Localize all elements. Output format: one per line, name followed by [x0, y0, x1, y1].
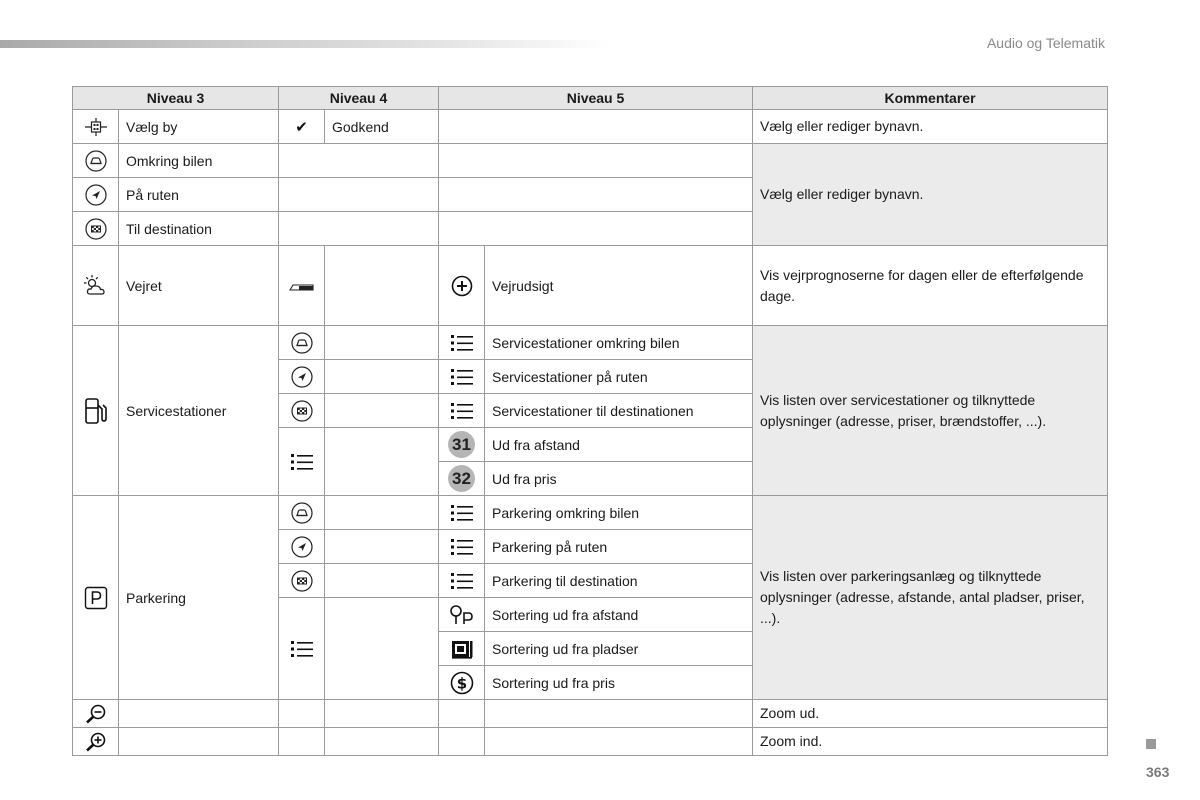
- label-vaelg-by: Vælg by: [119, 110, 279, 144]
- label-vejrudsigt: Vejrudsigt: [485, 246, 753, 326]
- comment-zoom-ud: Zoom ud.: [753, 700, 1108, 728]
- badge-32-icon: [439, 462, 485, 496]
- empty-cell: [325, 728, 439, 756]
- table-row: [73, 110, 1108, 144]
- label-service-item: Ud fra pris: [485, 462, 753, 496]
- list-icon: [439, 564, 485, 598]
- comment-vejret: Vis vejrprognoserne for dagen eller de efterfølgende dage.: [753, 246, 1108, 326]
- label-parkering: Parkering: [119, 496, 279, 700]
- svg-text:$: $: [456, 674, 467, 692]
- menu-table: [72, 86, 1108, 756]
- col-header-niveau-3: Niveau 3: [73, 87, 279, 110]
- empty-cell: [325, 496, 439, 530]
- list-icon: [439, 326, 485, 360]
- badge-32: 32: [448, 465, 475, 492]
- label-parking-item: Sortering ud fra afstand: [485, 598, 753, 632]
- label-service-item: Servicestationer til destinationen: [485, 394, 753, 428]
- label-servicestationer: Servicestationer: [119, 326, 279, 496]
- comment-vaelg-by: Vælg eller rediger bynavn.: [753, 110, 1108, 144]
- empty-cell: [119, 728, 279, 756]
- empty-cell: [485, 728, 753, 756]
- table-header-row: [73, 87, 1108, 110]
- comment-area-search: Vælg eller rediger bynavn.: [753, 144, 1108, 246]
- label-parking-item: Parkering til destination: [485, 564, 753, 598]
- label-godkend: Godkend: [325, 110, 439, 144]
- route-icon: [73, 178, 119, 212]
- empty-cell: [325, 360, 439, 394]
- label-omkring-bilen: Omkring bilen: [119, 144, 279, 178]
- table-row: [73, 700, 1108, 728]
- label-service-item: Servicestationer omkring bilen: [485, 326, 753, 360]
- badge-31: 31: [448, 431, 475, 458]
- empty-cell: [325, 700, 439, 728]
- page-marker: [1146, 739, 1156, 749]
- empty-cell: [279, 700, 325, 728]
- car-icon: [279, 496, 325, 530]
- dollar-icon: [439, 666, 485, 700]
- check-icon: ✔: [279, 110, 325, 144]
- destination-flag-icon: [73, 212, 119, 246]
- table-row: [73, 144, 1108, 178]
- header-decorative-bar: [0, 40, 610, 48]
- list-icon: [439, 360, 485, 394]
- distance-pin-icon: [439, 598, 485, 632]
- plus-icon: [439, 246, 485, 326]
- zoom-out-icon: [73, 700, 119, 728]
- label-parking-item: Sortering ud fra pris: [485, 666, 753, 700]
- empty-cell: [325, 246, 439, 326]
- empty-cell: [439, 110, 753, 144]
- parking-icon: [73, 496, 119, 700]
- col-header-niveau-5: Niveau 5: [439, 87, 753, 110]
- parking-spaces-icon: [439, 632, 485, 666]
- empty-cell: [325, 428, 439, 496]
- label-parking-item: Parkering omkring bilen: [485, 496, 753, 530]
- table-row: [73, 326, 1108, 360]
- empty-cell: [279, 178, 439, 212]
- label-service-item: Servicestationer på ruten: [485, 360, 753, 394]
- comment-parkering: Vis listen over parkeringsanlæg og tilknyttede oplysninger (adresse, afstande, antal pladser, priser, ...).: [753, 496, 1108, 700]
- empty-cell: [439, 700, 485, 728]
- badge-31-icon: [439, 428, 485, 462]
- col-header-niveau-4: Niveau 4: [279, 87, 439, 110]
- route-icon: [279, 530, 325, 564]
- list-icon: [439, 394, 485, 428]
- city-icon: [73, 110, 119, 144]
- empty-cell: [439, 212, 753, 246]
- section-title: Audio og Telematik: [986, 35, 1105, 51]
- label-paa-ruten: På ruten: [119, 178, 279, 212]
- empty-cell: [439, 728, 485, 756]
- label-service-item: Ud fra afstand: [485, 428, 753, 462]
- table-row: [73, 728, 1108, 756]
- empty-cell: [325, 530, 439, 564]
- empty-cell: [119, 700, 279, 728]
- empty-cell: [439, 144, 753, 178]
- fuel-station-icon: [73, 326, 119, 496]
- page-number: 363: [1146, 764, 1170, 780]
- car-icon: [279, 326, 325, 360]
- empty-cell: [279, 728, 325, 756]
- list-icon: [439, 496, 485, 530]
- label-parking-item: Parkering på ruten: [485, 530, 753, 564]
- route-icon: [279, 360, 325, 394]
- empty-cell: [279, 212, 439, 246]
- list-icon: [439, 530, 485, 564]
- label-parking-item: Sortering ud fra pladser: [485, 632, 753, 666]
- destination-flag-icon: [279, 394, 325, 428]
- temperature-icon: [279, 246, 325, 326]
- table-row: [73, 246, 1108, 326]
- empty-cell: [325, 564, 439, 598]
- comment-servicestationer: Vis listen over servicestationer og tilknyttede oplysninger (adresse, priser, brændstoffer, ...).: [753, 326, 1108, 496]
- empty-cell: [485, 700, 753, 728]
- label-vejret: Vejret: [119, 246, 279, 326]
- table-row: [73, 496, 1108, 530]
- comment-zoom-ind: Zoom ind.: [753, 728, 1108, 756]
- list-icon: [279, 428, 325, 496]
- empty-cell: [439, 178, 753, 212]
- empty-cell: [325, 326, 439, 360]
- empty-cell: [279, 144, 439, 178]
- col-header-kommentarer: Kommentarer: [753, 87, 1108, 110]
- label-til-destination: Til destination: [119, 212, 279, 246]
- zoom-in-icon: [73, 728, 119, 756]
- list-icon: [279, 598, 325, 700]
- empty-cell: [325, 394, 439, 428]
- weather-icon: [73, 246, 119, 326]
- destination-flag-icon: [279, 564, 325, 598]
- car-icon: [73, 144, 119, 178]
- empty-cell: [325, 598, 439, 700]
